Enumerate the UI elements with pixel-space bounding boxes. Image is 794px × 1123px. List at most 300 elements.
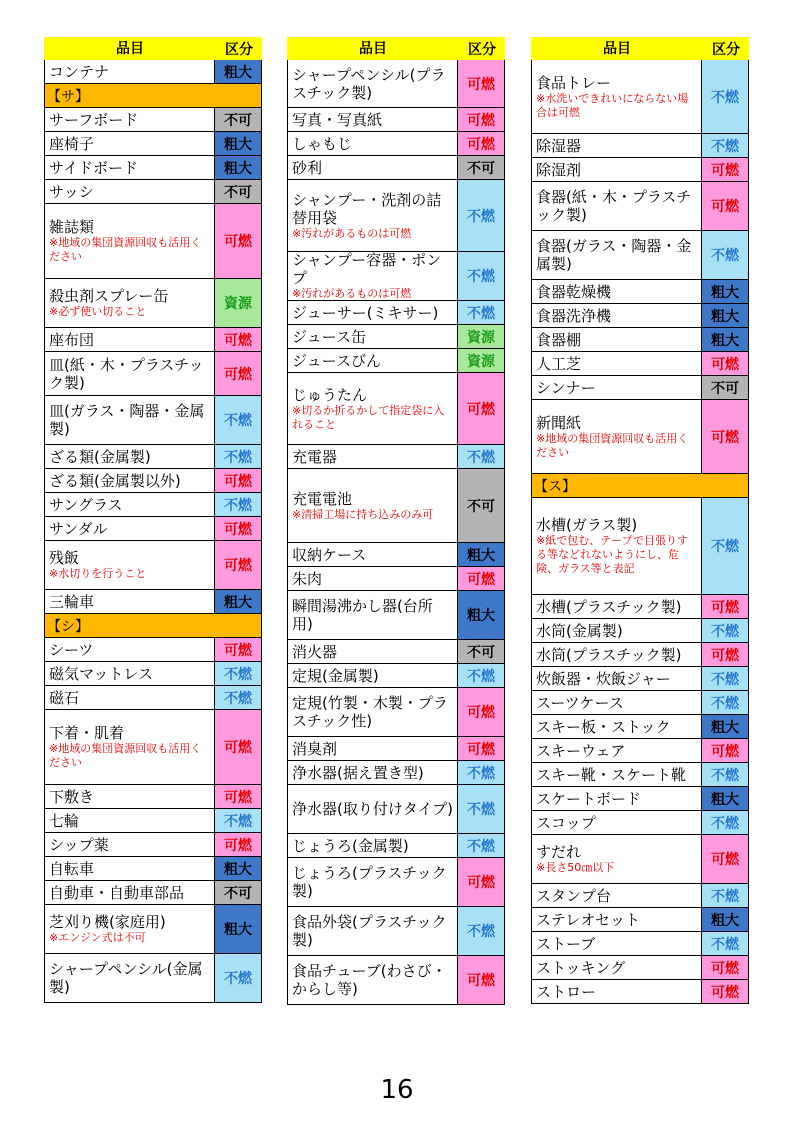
item-cell [532,811,701,834]
category-badge: 不可 [214,180,261,203]
item-note: ※水切りを行うこと [49,567,147,580]
table-row [287,131,505,156]
item-cell [288,108,457,131]
header-item-label: 品目 [44,37,216,60]
item-cell [288,834,457,857]
table-row [44,444,262,469]
item-name: シャープペンシル(金属製) [49,960,203,996]
category-badge: 不燃 [701,134,748,157]
item-note: ※紙で包む、テープで目張りする等などれないようにし、危険、ガラス等と表記 [536,534,688,575]
category-badge: 粗大 [214,60,261,83]
item-cell [532,304,701,327]
item-note: ※長さ50㎝以下 [536,861,615,874]
item-cell [45,180,214,203]
table-row [287,687,505,737]
category-badge: 可燃 [701,835,748,883]
item-cell [532,231,701,279]
category-badge: 不可 [214,881,261,904]
category-badge: 可燃 [457,108,504,131]
item-name: サイドボード [49,158,138,177]
item-cell [288,907,457,955]
item-cell [532,158,701,181]
item-cell [532,619,701,642]
table-row [531,351,749,376]
category-badge: 不燃 [701,691,748,714]
item-cell [288,640,457,663]
category-badge: 可燃 [457,956,504,1004]
item-name: スキーウェア [536,741,626,760]
table-row [531,883,749,908]
category-badge: 可燃 [701,739,748,762]
item-name: サーフボード [49,110,139,129]
item-name: ストーブ [536,934,596,953]
section-header: 【ス】 [531,473,749,498]
category-badge: 粗大 [701,280,748,303]
item-name: 定規(金属製) [292,666,379,685]
item-cell [532,280,701,303]
item-cell [45,857,214,880]
item-name: 下敷き [49,787,95,806]
category-badge: 可燃 [214,204,261,278]
item-name: シーツ [49,640,94,659]
category-badge: 粗大 [701,908,748,931]
item-cell [532,956,701,979]
item-cell [532,643,701,666]
category-badge: 不燃 [214,954,261,1002]
category-badge: 粗大 [701,787,748,810]
item-cell [288,858,457,906]
category-badge: 資源 [457,349,504,372]
item-name: 朱肉 [292,569,323,588]
category-badge: 不燃 [457,785,504,833]
table-row [44,709,262,785]
table-row [531,834,749,884]
item-cell [288,373,457,444]
item-name: サンダル [49,519,108,538]
item-name: ストロー [536,982,597,1001]
item-cell [532,328,701,351]
table-row [287,372,505,445]
item-name: 充電電池 [292,489,353,508]
item-cell [532,182,701,230]
item-cell [45,328,214,351]
category-badge: 不可 [457,156,504,179]
item-cell [45,710,214,784]
category-badge: 可燃 [701,956,748,979]
item-cell [532,715,701,738]
table-row [531,907,749,932]
page-number: 16 [380,1075,414,1105]
table-row [287,736,505,761]
category-badge: 可燃 [701,595,748,618]
category-badge: 不燃 [457,664,504,687]
item-name: サッシ [49,182,94,201]
category-badge: 可燃 [457,373,504,444]
category-badge: 不可 [457,640,504,663]
category-badge: 不可 [214,108,261,131]
category-badge: 資源 [457,325,504,348]
category-badge: 可燃 [214,541,261,589]
table-row [44,492,262,517]
item-name: 収納ケース [292,545,367,564]
item-cell [45,469,214,492]
item-name: ジューサー(ミキサー) [292,303,439,322]
item-name: 写真・写真紙 [292,110,383,129]
item-name: シップ薬 [49,835,109,854]
table-row [287,566,505,591]
table-row [531,399,749,474]
header-item-label: 品目 [287,37,459,60]
item-name: ざる類(金属製) [49,447,151,466]
category-badge: 不燃 [457,907,504,955]
table-row [287,784,505,834]
item-name: スタンプ台 [536,886,612,905]
table-row [287,324,505,349]
table-row [531,279,749,304]
item-name: 下着・肌着 [49,724,125,742]
category-badge: 可燃 [214,352,261,395]
table-row [531,931,749,956]
table-row [287,59,505,108]
item-cell [288,445,457,468]
item-cell [45,396,214,444]
table-row [287,468,505,543]
category-badge: 可燃 [701,400,748,473]
item-name: 食器洗浄機 [536,306,612,325]
category-badge: 不燃 [457,180,504,251]
category-badge: 不可 [457,469,504,542]
item-name: シャープペンシル(プラスチック製) [292,65,446,102]
item-cell [45,156,214,179]
item-cell [288,349,457,372]
item-name: 水筒(金属製) [536,621,623,640]
item-name: 消臭剤 [292,739,338,758]
category-badge: 可燃 [214,785,261,808]
category-badge: 粗大 [701,328,748,351]
category-badge: 不燃 [214,686,261,709]
item-note: ※汚れがあるものは可燃 [292,226,412,240]
category-badge: 不燃 [701,498,748,594]
category-badge: 不燃 [701,60,748,133]
item-cell [288,567,457,590]
item-cell [288,60,457,107]
item-name: 食器乾燥機 [536,282,612,301]
table-row [287,955,505,1005]
table-row [531,303,749,328]
item-note: ※清掃工場に持ち込みのみ可 [292,507,434,521]
table-row [531,762,749,787]
item-note: ※地域の集団資源回収も活用ください [49,742,202,769]
item-name: 食品チューブ(わさび・からし等) [292,962,447,998]
item-name: 炊飯器・炊飯ジャー [536,669,671,688]
item-name: 座布団 [49,330,95,349]
table-row [44,661,262,686]
item-cell [45,352,214,395]
item-name: 殺虫剤スプレー缶 [49,287,169,305]
item-name: 残飯 [49,549,80,567]
table-row [531,157,749,182]
item-cell [45,954,214,1002]
header-category-label: 区分 [703,37,749,60]
item-name: 水筒(プラスチック製) [536,645,682,664]
category-badge: 不燃 [214,662,261,685]
category-badge: 可燃 [214,833,261,856]
item-cell [45,204,214,278]
item-name: 磁石 [49,688,80,707]
item-name: 座椅子 [49,134,95,153]
item-cell [288,132,457,155]
table-row [44,131,262,156]
table-row [287,542,505,567]
item-name: 人工芝 [536,354,582,373]
table-row [287,300,505,325]
category-badge: 可燃 [457,737,504,760]
item-name: 除湿剤 [536,160,582,179]
item-name: ジュースびん [292,351,381,370]
item-name: スーツケース [536,693,624,712]
item-cell [532,595,701,618]
item-cell [532,667,701,690]
item-name: 新聞紙 [536,413,582,432]
item-name: 浄水器(据え置き型) [292,763,424,782]
category-badge: 可燃 [214,469,261,492]
table-row [531,786,749,811]
category-badge: 不燃 [701,619,748,642]
item-name: 三輪車 [49,592,95,611]
category-badge: 粗大 [214,156,261,179]
table-row [531,666,749,691]
item-name: 芝刈り機(家庭用) [49,913,166,931]
category-badge: 不燃 [214,809,261,832]
table-row [287,760,505,785]
table-row [531,375,749,400]
table-row [531,230,749,280]
item-name: 食品トレー [536,73,612,92]
item-cell [45,132,214,155]
item-cell [288,761,457,784]
table-row [44,880,262,905]
table-row [44,351,262,396]
category-badge: 不燃 [457,834,504,857]
item-name: じゅうたん [292,385,368,404]
item-name: 消火器 [292,642,338,661]
category-badge: 可燃 [457,688,504,736]
item-name: シャンプー・洗剤の詰替用袋 [292,190,442,227]
table-row [531,955,749,980]
item-cell [532,884,701,907]
table-row [287,179,505,252]
table-row [531,979,749,1004]
item-name: ジュース缶 [292,327,366,346]
item-cell [532,980,701,1003]
table-row [44,203,262,279]
item-name: ステレオセット [536,910,640,929]
item-cell [532,60,701,133]
item-cell [45,541,214,589]
item-cell [288,591,457,639]
table-row [44,59,262,84]
table-row [531,594,749,619]
category-badge: 不可 [701,376,748,399]
item-name: 水槽(ガラス製) [536,516,638,534]
item-cell [288,180,457,251]
item-cell [45,108,214,131]
category-badge: 不燃 [701,932,748,955]
category-badge: 不燃 [457,301,504,324]
item-cell [288,737,457,760]
category-badge: 不燃 [457,761,504,784]
table-header [44,37,262,60]
item-name: 瞬間湯沸かし器(台所用) [292,597,433,633]
item-cell [45,60,214,83]
table-row [287,663,505,688]
item-cell [45,785,214,808]
item-name: 水槽(プラスチック製) [536,597,682,616]
category-badge: 不燃 [214,396,261,444]
table-row [287,639,505,664]
item-note: ※地域の集団資源回収も活用ください [536,431,689,459]
category-badge: 粗大 [214,132,261,155]
item-note: ※水洗いできれいにならない場合は可燃 [536,91,689,119]
item-name: 除湿器 [536,136,582,155]
section-header: 【サ】 [44,83,262,108]
item-cell [45,662,214,685]
category-badge: 可燃 [701,182,748,230]
table-row [287,107,505,132]
category-badge: 不燃 [457,445,504,468]
table-row [287,906,505,956]
item-cell [45,905,214,953]
table-row [531,181,749,231]
header-item-label: 品目 [531,37,703,60]
item-cell [45,638,214,661]
table-row [44,540,262,590]
category-badge: 不燃 [457,252,504,300]
item-cell [288,156,457,179]
category-badge: 粗大 [457,591,504,639]
table-row [44,685,262,710]
item-name: すだれ [536,843,582,861]
category-badge: 資源 [214,279,261,327]
item-note: ※エンジン式は不可 [49,931,146,944]
table-row [44,395,262,445]
item-cell [532,932,701,955]
category-badge: 粗大 [214,590,261,613]
table-row [531,810,749,835]
table-row [287,444,505,469]
table-row [287,833,505,858]
item-name: 充電器 [292,447,338,466]
item-note: ※地域の集団資源回収も活用ください [49,236,202,263]
table-row [531,327,749,352]
item-name: 食器棚 [536,330,582,349]
table-row [44,637,262,662]
item-name: 皿(紙・木・プラスチック製) [49,355,204,392]
table-header [287,37,505,60]
item-name: 皿(ガラス・陶器・金属製) [49,402,205,438]
table-row [531,642,749,667]
item-cell [288,325,457,348]
item-cell [288,543,457,566]
item-name: ストッキング [536,958,626,977]
header-category-label: 区分 [216,37,262,60]
category-badge: 不燃 [701,231,748,279]
item-name: 浄水器(取り付けタイプ) [292,800,453,818]
item-name: じょうろ(金属製) [292,836,409,855]
category-badge: 可燃 [457,567,504,590]
item-name: 食器(紙・木・プラスチック製) [536,188,692,224]
category-badge: 不燃 [214,445,261,468]
category-badge: 不燃 [701,811,748,834]
category-badge: 可燃 [214,710,261,784]
table-column-2 [287,37,505,1005]
item-cell [532,352,701,375]
item-cell [288,688,457,736]
table-row [44,589,262,614]
table-row [287,348,505,373]
category-badge: 不燃 [701,763,748,786]
item-cell [532,691,701,714]
category-badge: 粗大 [457,543,504,566]
item-cell [45,881,214,904]
table-row [44,516,262,541]
category-badge: 可燃 [457,60,504,107]
item-name: サングラス [49,495,123,514]
table-row [287,590,505,640]
item-cell [45,517,214,540]
table-column-1 [44,37,262,1003]
item-name: 砂利 [292,158,323,177]
item-name: 食品外袋(プラスチック製) [292,913,447,949]
item-name: スケートボード [536,789,642,808]
item-cell [532,835,701,883]
item-name: ざる類(金属製以外) [49,471,181,490]
item-cell [45,493,214,516]
item-cell [532,763,701,786]
table-row [531,133,749,158]
item-name: 七輪 [49,811,80,830]
item-cell [288,469,457,542]
table-row [531,690,749,715]
item-note: ※必ず使い切ること [49,305,147,318]
table-column-3 [531,37,749,1004]
item-name: じょうろ(プラスチック製) [292,864,447,900]
item-name: しゃもじ [292,134,353,153]
item-cell [288,301,457,324]
table-row [287,857,505,907]
item-cell [532,134,701,157]
item-cell [532,400,701,473]
category-badge: 不燃 [214,493,261,516]
item-name: スキー靴・スケート靴 [536,765,687,784]
item-cell [45,686,214,709]
category-badge: 粗大 [701,304,748,327]
item-cell [45,279,214,327]
table-row [44,155,262,180]
item-name: 定規(竹製・木製・プラスチック性) [292,694,448,730]
category-badge: 可燃 [701,352,748,375]
table-row [44,107,262,132]
item-name: シャンプー容器・ポンプ [292,251,442,287]
category-badge: 不燃 [701,667,748,690]
section-header: 【シ】 [44,613,262,638]
item-name: 自動車・自動車部品 [49,883,185,902]
item-cell [45,833,214,856]
item-name: 食器(ガラス・陶器・金属製) [536,237,692,273]
category-badge: 可燃 [214,328,261,351]
category-badge: 不燃 [701,884,748,907]
table-row [44,468,262,493]
